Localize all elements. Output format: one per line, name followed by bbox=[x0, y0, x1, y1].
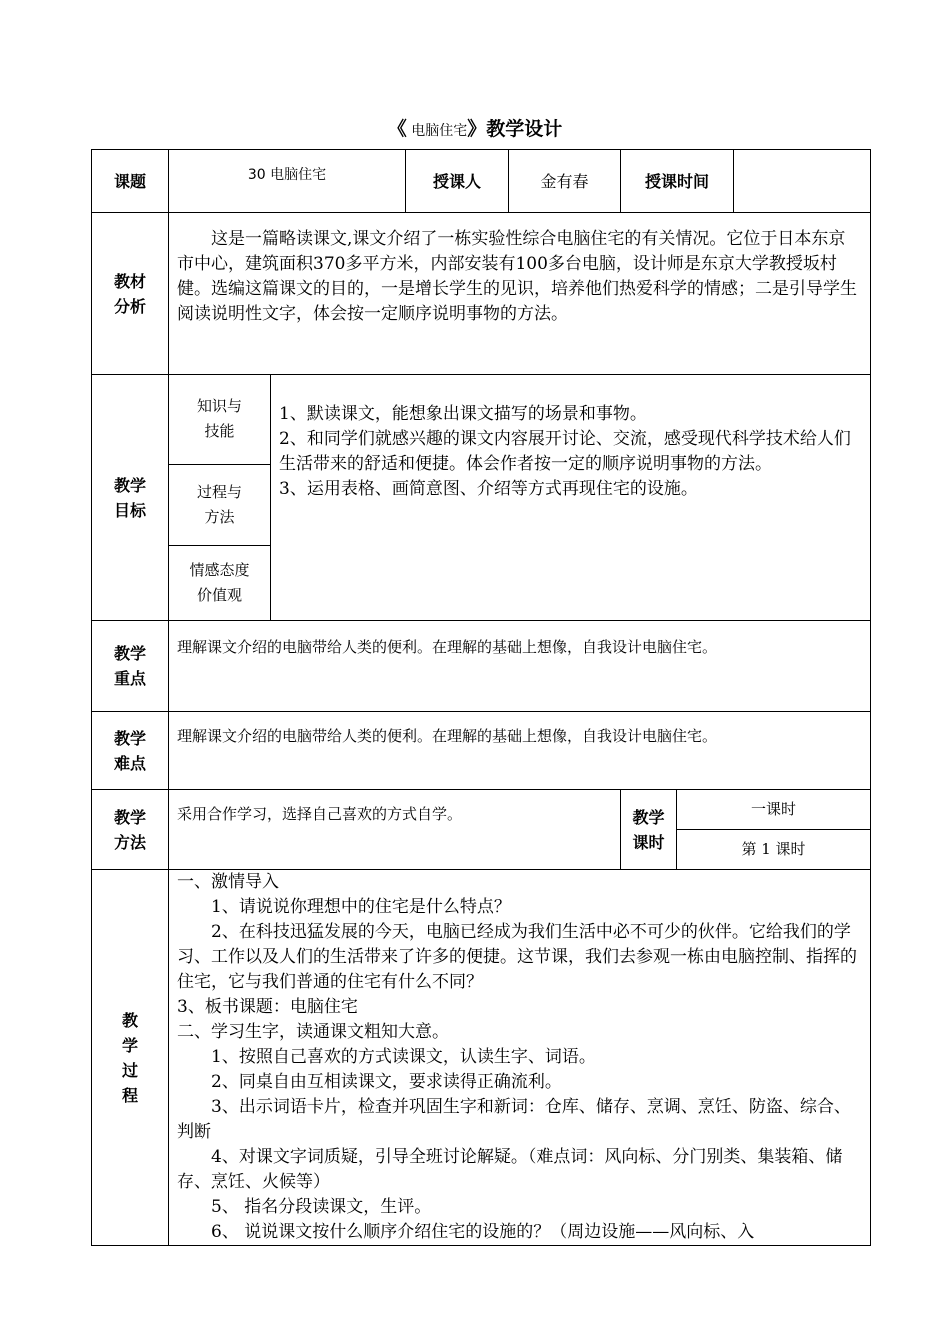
goals-sub-labels bbox=[169, 375, 271, 621]
hours-label bbox=[621, 790, 677, 870]
hours-label-line-1: 教学 bbox=[632, 807, 665, 827]
process-line: 2、同桌自由互相读课文，要求读得正确流利。 bbox=[211, 1072, 562, 1092]
process-line: 5、 指名分段读课文，生评。 bbox=[211, 1197, 432, 1217]
process-line: 二、学习生字，读通课文粗知大意。 bbox=[177, 1022, 449, 1042]
hours-label-line-2: 课时 bbox=[632, 832, 665, 852]
process-label-char: 程 bbox=[121, 1085, 138, 1105]
time-value bbox=[734, 150, 871, 213]
process-text-cell bbox=[169, 870, 871, 1246]
hours-current: 第 1 课时 bbox=[741, 839, 806, 858]
goal-emotion-line-1: 情感态度 bbox=[189, 560, 250, 579]
analysis-text: 这是一篇略读课文,课文介绍了一栋实验性综合电脑住宅的有关情况。它位于日本东京市中心，建筑面积370多平方米，内部安装有100多台电脑，设计师是东京大学教授坂村健。选编这篇课文的目的，一是增长学生的见识，培养他们热爱科学的情感；二是引导学生阅读说明性文字，体会按一定顺序说明事物的方法。 bbox=[177, 229, 857, 324]
goal-process-line-1: 过程与 bbox=[196, 482, 242, 501]
analysis-label-line-1: 教材 bbox=[113, 271, 146, 291]
goals-row bbox=[92, 375, 871, 621]
process-line: 1、按照自己喜欢的方式读课文，认读生字、词语。 bbox=[211, 1047, 596, 1067]
process-lines bbox=[177, 870, 862, 1245]
key-points-label bbox=[92, 621, 169, 712]
teacher-label: 授课人 bbox=[406, 150, 509, 213]
time-label: 授课时间 bbox=[621, 150, 734, 213]
key-points-text: 理解课文介绍的电脑带给人类的便利。在理解的基础上想像，自我设计电脑住宅。 bbox=[169, 621, 871, 712]
process-line: 1、请说说你理想中的住宅是什么特点？ bbox=[211, 897, 511, 917]
method-label-line-2: 方法 bbox=[113, 832, 146, 852]
goal-item: 1、默读课文，能想象出课文描写的场景和事物。 bbox=[279, 404, 647, 424]
method-text: 采用合作学习，选择自己喜欢的方式自学。 bbox=[169, 790, 621, 870]
method-label bbox=[92, 790, 169, 870]
topic-label: 课题 bbox=[92, 150, 169, 213]
goals-items-cell bbox=[271, 375, 871, 621]
difficulties-label bbox=[92, 712, 169, 790]
analysis-text-cell bbox=[169, 213, 871, 375]
goals-label-line-2: 目标 bbox=[113, 500, 146, 520]
analysis-label bbox=[92, 213, 169, 375]
key-points-label-line-1: 教学 bbox=[113, 644, 146, 663]
analysis-row bbox=[92, 213, 871, 375]
key-points-label-line-2: 重点 bbox=[113, 669, 146, 688]
title-rest: 》教学设计 bbox=[467, 118, 563, 140]
page-title bbox=[0, 114, 950, 141]
goal-emotion-line-2: 价值观 bbox=[196, 585, 242, 604]
goal-knowledge-label bbox=[169, 375, 270, 464]
goal-process-line-2: 方法 bbox=[204, 507, 235, 526]
lesson-plan-table bbox=[91, 149, 871, 1246]
process-line: 一、激情导入 bbox=[177, 872, 279, 892]
title-open-quote: 《 bbox=[387, 118, 407, 140]
hours-total: 一课时 bbox=[677, 790, 870, 829]
difficulties-text: 理解课文介绍的电脑带给人类的便利。在理解的基础上想像，自我设计电脑住宅。 bbox=[169, 712, 871, 790]
key-points-row bbox=[92, 621, 871, 712]
process-line: 3、出示词语卡片，检查并巩固生字和新词：仓库、储存、烹调、烹饪、防盗、综合、判断 bbox=[177, 1097, 851, 1142]
topic-value: 30 电脑住宅 bbox=[169, 150, 406, 213]
process-row bbox=[92, 870, 871, 1246]
process-line: 3、板书课题：电脑住宅 bbox=[177, 997, 358, 1017]
info-row bbox=[92, 150, 871, 213]
difficulties-label-line-1: 教学 bbox=[113, 728, 146, 748]
goal-knowledge-line-2: 技能 bbox=[204, 422, 235, 441]
method-label-line-1: 教学 bbox=[113, 807, 146, 827]
process-label-char: 教 bbox=[121, 1010, 138, 1030]
process-label-char: 学 bbox=[121, 1035, 138, 1055]
goal-knowledge-line-1: 知识与 bbox=[196, 397, 242, 416]
hours-values bbox=[677, 790, 871, 870]
goal-item: 3、运用表格、画简意图、介绍等方式再现住宅的设施。 bbox=[279, 479, 698, 499]
process-line: 2、在科技迅猛发展的今天，电脑已经成为我们生活中必不可少的伙伴。它给我们的学习、工作以及人们的生活带来了许多的便捷。这节课，我们去参观一栋由电脑控制、指挥的住宅，它与我们普通的住宅有什么不同？ bbox=[177, 922, 857, 992]
process-line: 4、对课文字词质疑，引导全班讨论解疑。（难点词：风向标、分门别类、集装箱、储存、烹饪、火候等） bbox=[177, 1147, 843, 1192]
difficulties-row bbox=[92, 712, 871, 790]
analysis-label-line-2: 分析 bbox=[113, 296, 146, 316]
teacher-value: 金有春 bbox=[509, 150, 621, 213]
difficulties-label-line-2: 难点 bbox=[113, 753, 146, 773]
process-label bbox=[92, 870, 169, 1246]
method-row bbox=[92, 790, 871, 870]
goal-emotion-label bbox=[169, 545, 270, 620]
goal-process-label bbox=[169, 464, 270, 545]
goals-label bbox=[92, 375, 169, 621]
goals-label-line-1: 教学 bbox=[113, 475, 146, 495]
title-topic: 电脑住宅 bbox=[406, 123, 468, 139]
process-label-char: 过 bbox=[121, 1060, 138, 1080]
goal-item: 2、和同学们就感兴趣的课文内容展开讨论、交流，感受现代科学技术给人们生活带来的舒适和便捷。体会作者按一定的顺序说明事物的方法。 bbox=[279, 429, 851, 474]
process-line: 6、 说说课文按什么顺序介绍住宅的设施的？（周边设施——风向标、入 bbox=[211, 1222, 755, 1242]
